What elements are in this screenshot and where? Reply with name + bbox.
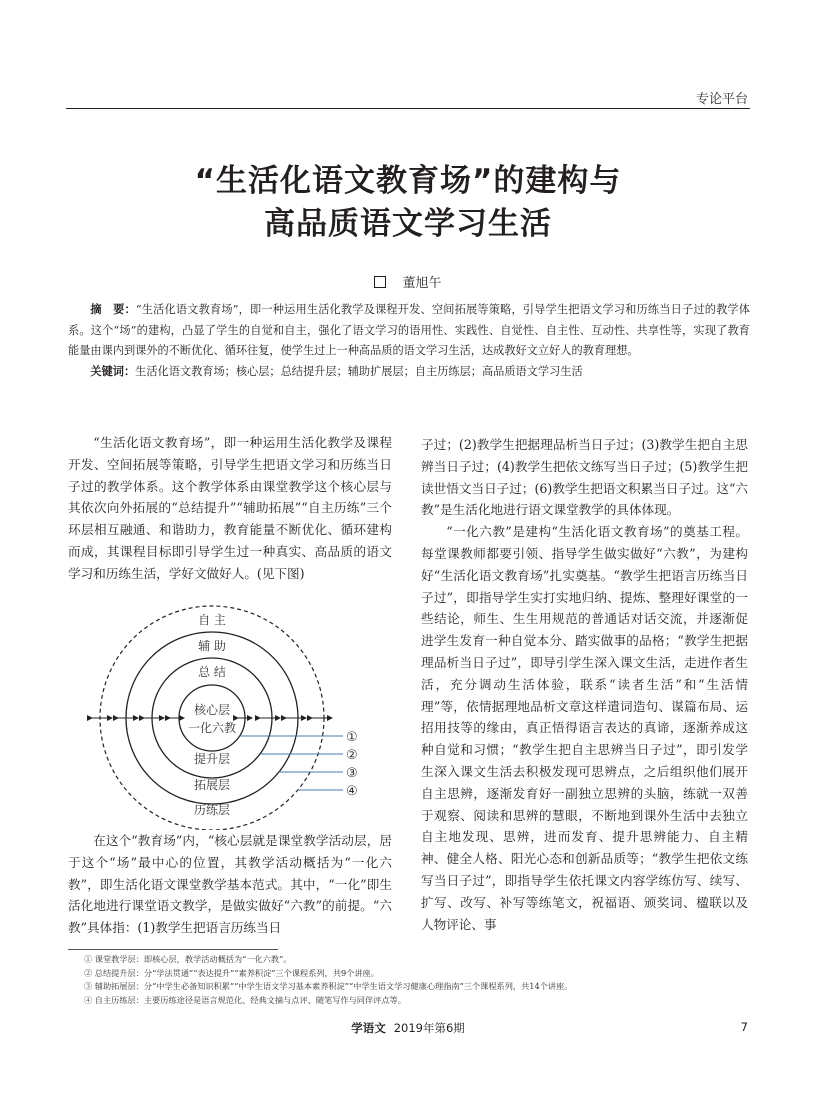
ring-label-bottom-3: 历练层 [193, 803, 231, 817]
keywords-label: 关键词： [90, 364, 136, 378]
callout-3: ③ [346, 766, 358, 781]
footnotes [84, 953, 572, 1007]
abstract-label: 摘 要： [90, 303, 136, 316]
footnote: ① 课堂教学层：即核心层，教学活动概括为“一化六教”。 [84, 954, 292, 964]
callout-2: ② [346, 748, 358, 763]
abstract-text: “生活化语文教育场”，即一种运用生活化教学及课程开发、空间拓展等策略，引导学生把语文学习和历练当日子过的教学体系。这个“场”的建构，凸显了学生的自觉和自主，强化了语文学习的语用性、实践性、自觉性、自主性、互动性、共享性等，实现了教育能量由课内到课外的不断优化、循环往复，使学生过上一种高品质的语文学习生活，达成教好文立好人的教育理想。 [68, 303, 750, 357]
page-footer [0, 1020, 816, 1036]
callout-lines [240, 736, 343, 790]
footnote: ④ 自主历练层：主要历练途径是语言规范化、经典文摘与点评、随笔写作与同伴评点等。 [84, 994, 406, 1005]
header-rule [66, 108, 750, 109]
ring-core [179, 685, 245, 751]
author-line [0, 272, 816, 291]
keywords-text: 生活化语文教育场；核心层；总结提升层；辅助扩展层；自主历练层；高品质语文学习生活 [135, 364, 583, 378]
left-column-top [68, 432, 392, 585]
ring-label-top-1: 自 主 [198, 613, 226, 627]
section-tag: 专论平台 [695, 92, 748, 107]
paragraph: “生活化语文教育场”，即一种运用生活化教学及课程开发、空间拓展等策略，引导学生把语文学习和历练当日子过的教学体系。这个教学体系由课堂教学这个核心层与其依次向外拓展的“总结提升”“辅助拓展”“自主历练”三个环层相互融通、和谐助力，教育能量不断优化、循环建构而成，其课程目标即引导学生过一种真实、高品质的语文学习和历练生活，学好文做好人。(见下图) [68, 435, 392, 581]
core-label-1: 核心层 [193, 703, 231, 717]
ring-label-top-3: 总 结 [198, 665, 226, 679]
paragraph: 在这个“教育场”内，“核心层就是课堂教学活动层，居于这个“场”最中心的位置，其教学活动概括为“一化六教”，即生活化语文课堂教学基本范式。其中，“一化”即生活化地进行课堂语文教学，是做实做好“六教”的前提。“六教”具体指：(1)教学生把语言历练当日 [68, 833, 392, 936]
author-box-icon [374, 276, 386, 288]
ring-label-top-2: 辅 助 [198, 639, 226, 653]
title-line-1: “生活化语文教育场”的建构与 [194, 163, 622, 199]
callout-1: ① [346, 730, 358, 745]
paragraph: 子过；(2)教学生把据理品析当日子过；(3)教学生把自主思辨当日子过；(4)教学生把依文练写当日子过；(5)教学生把读世悟文当日子过；(6)教学生把语文积累当日子过。这“六教”是生活化地进行语文课堂教学的具体体现。 [421, 437, 748, 518]
footnote: ② 总结提升层：分“学法贯通”“表达提升”“素养积淀”三个课程系列，共9个讲座。 [84, 967, 379, 978]
issue-label: 2019年第6期 [393, 1021, 465, 1035]
right-column [421, 434, 748, 935]
core-label-2: 一化六教 [187, 721, 237, 735]
title-line-2: 高品质语文学习生活 [264, 206, 552, 242]
paragraph: “一化六教”是建构“生活化语文教育场”的奠基工程。每堂课教师都要引领、指导学生做实做好“六教”，为建构好“生活化语文教育场”扎实奠基。“教学生把语言历练当日子过”，即指导学生实打实地归纳、提炼、整理好课堂的一些结论，师生、生生用规范的普通话对话交流，并逐渐促进学生发育一种自觉本分、踏实做事的品格；“教学生把据理品析当日子过”，即导引学生深入课文生活，走进作者生活，充分调动生活体验，联系“读者生活”和“生活情理”等，依情据理地品析文章这样遣词造句、谋篇布局、运招用技等的缘由，真正悟得语言表达的真谛，逐渐养成这种自觉和习惯；“教学生把自主思辨当日子过”，即引发学生深入课文生活去积极发现可思辨点，之后组织他们展开自主思辨，逐渐发育好一副独立思辨的头脑，练就一双善于观察、阅读和思辨的慧眼，不断地到课外生活中去独立自主地发现、思辨，进而发育、提升思辨能力、自主精神、健全人格、阳光心态和创新品质等；“教学生把依文练写当日子过”，即指导学生依托课文内容学练仿写、续写、扩写、改写、补写等练笔文，祝福语、颁奖词、楹联以及人物评论、事 [421, 524, 748, 932]
article-title [0, 160, 816, 246]
footnote-rule [68, 949, 278, 950]
callout-4: ④ [346, 784, 358, 799]
layer-diagram [80, 600, 380, 830]
journal-name: 学语文 [351, 1021, 386, 1035]
diagram-svg [80, 600, 380, 830]
ring-label-bottom-2: 拓展层 [193, 778, 231, 792]
abstract [68, 300, 750, 362]
ring-label-bottom-1: 提升层 [193, 752, 231, 766]
author-name: 董旭午 [402, 276, 442, 291]
left-column-bottom [68, 830, 392, 939]
page-number: 7 [740, 1020, 748, 1034]
abstract-block [68, 300, 750, 382]
keywords [68, 362, 750, 383]
footnote: ③ 辅助拓展层：分“中学生必备知识积累”“中学生语文学习基本素养积淀”“中学生语文学习健康心理指南”三个课程系列，共14个讲座。 [84, 981, 573, 991]
